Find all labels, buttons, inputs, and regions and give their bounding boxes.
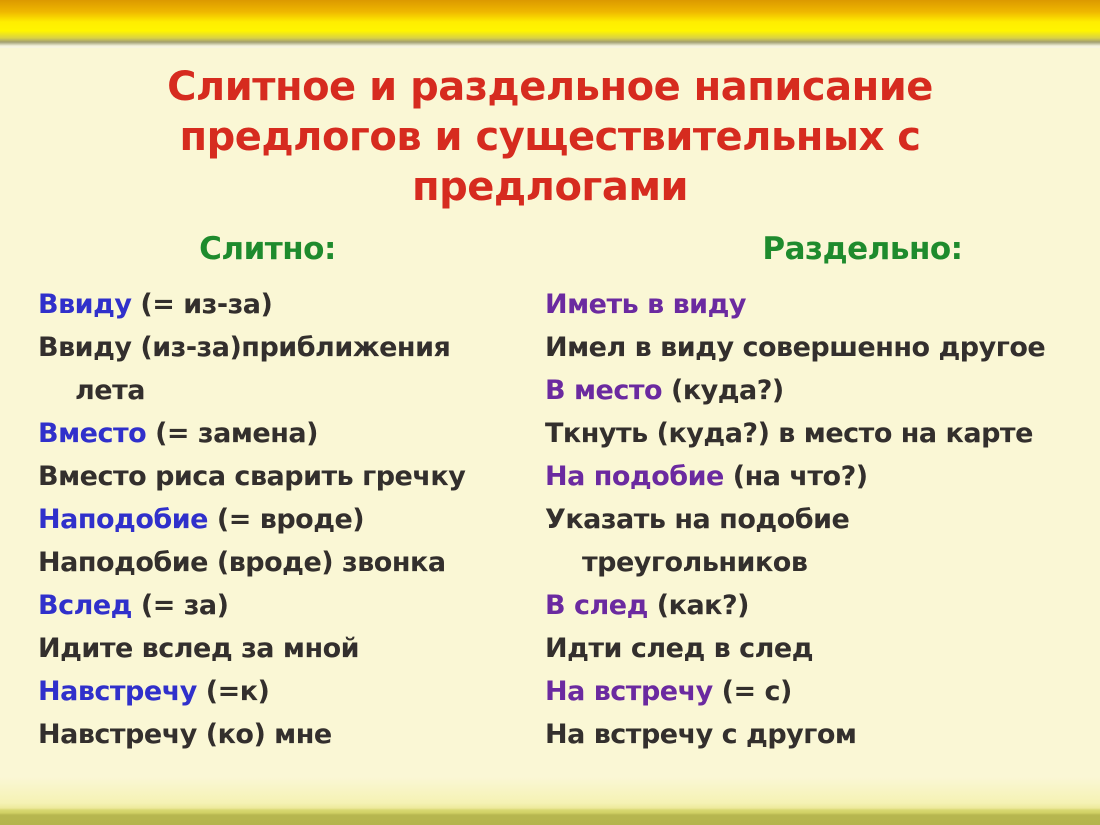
list-item bbox=[545, 369, 1098, 412]
page-title bbox=[0, 62, 1100, 212]
list-item bbox=[38, 498, 533, 541]
list-item bbox=[545, 670, 1098, 713]
entry-text: Идти след в след bbox=[545, 633, 814, 664]
bottom-gradient-band bbox=[0, 777, 1100, 825]
list-item bbox=[545, 326, 1098, 369]
list-item bbox=[38, 541, 533, 584]
list-item bbox=[38, 283, 533, 326]
top-gradient-band bbox=[0, 0, 1100, 48]
entry-text: (= вроде) bbox=[207, 504, 365, 535]
term-text: Иметь в виду bbox=[545, 289, 746, 320]
entry-text: (= замена) bbox=[146, 418, 318, 449]
column-header-razdelno: Раздельно: bbox=[762, 231, 963, 267]
entry-continuation: лета bbox=[75, 375, 145, 406]
list-item bbox=[38, 627, 533, 670]
list-item bbox=[545, 627, 1098, 670]
list-item bbox=[38, 713, 533, 756]
term-text: На встречу bbox=[545, 676, 713, 707]
list-item bbox=[38, 670, 533, 713]
entry-text: Вместо риса сварить гречку bbox=[38, 461, 466, 492]
term-text: Вместо bbox=[38, 418, 147, 449]
list-item bbox=[545, 283, 1098, 326]
column-razdelno bbox=[535, 230, 1100, 756]
entry-text: (как?) bbox=[647, 590, 750, 621]
list-item bbox=[545, 455, 1098, 498]
entry-text: (на что?) bbox=[723, 461, 868, 492]
entry-text: (= из-за) bbox=[131, 289, 273, 320]
entry-text: На встречу с другом bbox=[545, 719, 857, 750]
column-header-slitno: Слитно: bbox=[199, 231, 336, 267]
list-item bbox=[545, 412, 1098, 455]
term-text: На подобие bbox=[545, 461, 724, 492]
list-item bbox=[545, 584, 1098, 627]
list-item bbox=[545, 498, 1098, 584]
entry-text: Идите вслед за мной bbox=[38, 633, 360, 664]
entry-text: Имел в виду совершенно другое bbox=[545, 332, 1046, 363]
column-slitno bbox=[0, 230, 535, 756]
entry-text: (= с) bbox=[712, 676, 792, 707]
entry-text: Ввиду (из-за)приближения bbox=[38, 332, 451, 363]
entry-text: (куда?) bbox=[662, 375, 784, 406]
list-item bbox=[38, 455, 533, 498]
entry-text: Наподобие (вроде) звонка bbox=[38, 547, 446, 578]
term-text: Навстречу bbox=[38, 676, 197, 707]
list-item bbox=[38, 326, 533, 412]
list-item bbox=[38, 412, 533, 455]
term-text: Ввиду bbox=[38, 289, 132, 320]
slitno-entries bbox=[0, 283, 535, 756]
razdelno-entries bbox=[535, 283, 1100, 756]
entry-text: Навстречу (ко) мне bbox=[38, 719, 332, 750]
columns-container bbox=[0, 230, 1100, 756]
list-item bbox=[545, 713, 1098, 756]
page-title-line: предлогов и существительных с bbox=[179, 114, 921, 160]
page-title-line: предлогами bbox=[411, 164, 689, 210]
entry-text: (=к) bbox=[196, 676, 270, 707]
entry-text: (= за) bbox=[131, 590, 229, 621]
term-text: Наподобие bbox=[38, 504, 208, 535]
page-title-line: Слитное и раздельное написание bbox=[167, 64, 933, 110]
entry-text: Ткнуть (куда?) в место на карте bbox=[545, 418, 1033, 449]
entry-text: Указать на подобие bbox=[545, 504, 850, 535]
term-text: В след bbox=[545, 590, 648, 621]
list-item bbox=[38, 584, 533, 627]
term-text: Вслед bbox=[38, 590, 132, 621]
entry-continuation: треугольников bbox=[582, 547, 808, 578]
term-text: В место bbox=[545, 375, 663, 406]
